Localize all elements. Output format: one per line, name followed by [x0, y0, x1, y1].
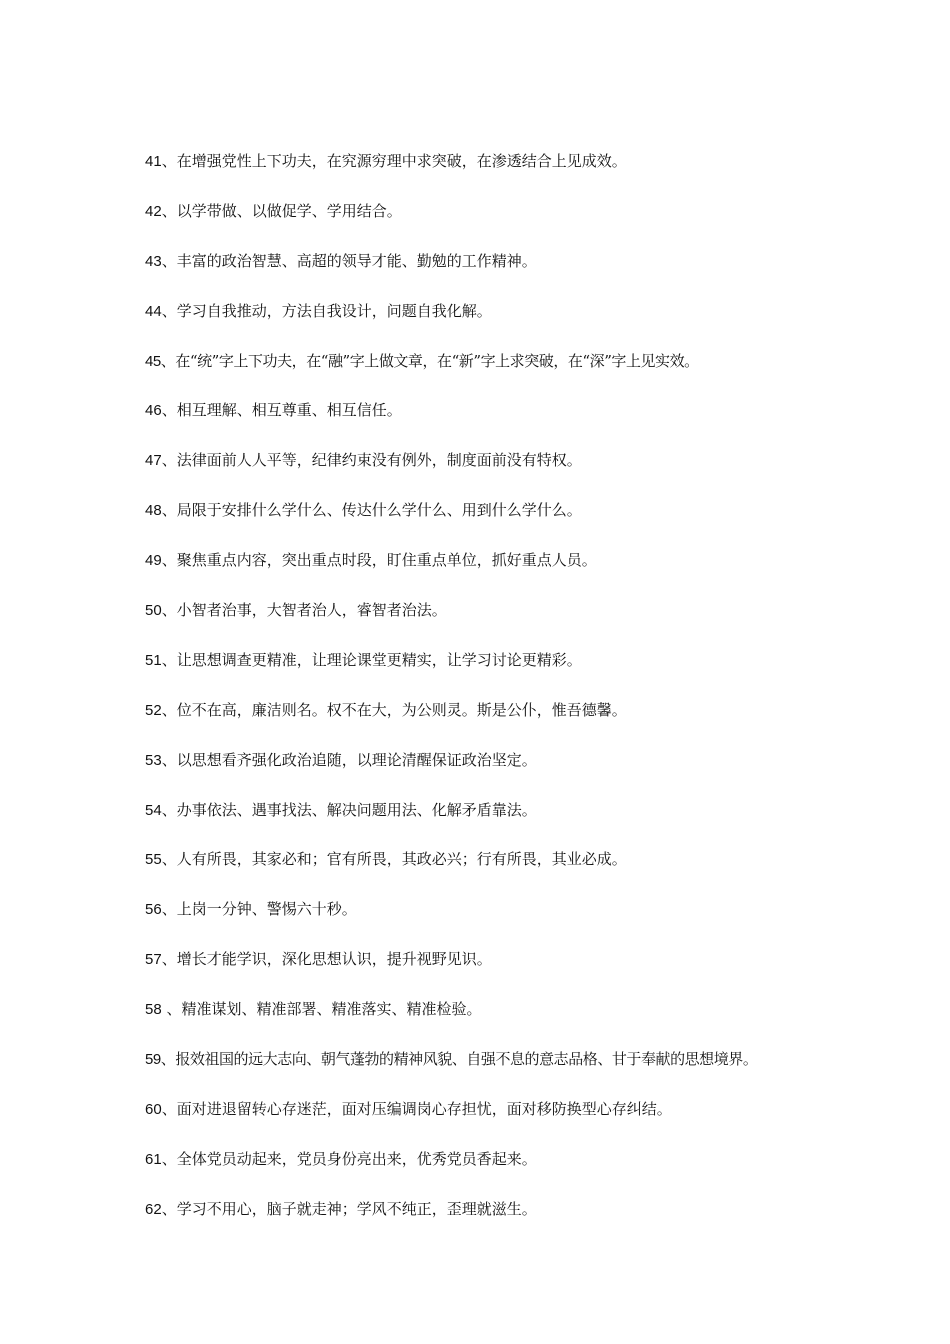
item-number: 44: [145, 302, 162, 320]
item-number: 49: [145, 552, 162, 570]
item-separator: 、: [161, 1199, 177, 1218]
item-number: 48: [145, 502, 162, 520]
item-text: 以学带做、以做促学、学用结合。: [176, 201, 402, 220]
item-number: 61: [145, 1150, 162, 1168]
item-text: 增长才能学识，深化思想认识，提升视野见识。: [176, 950, 492, 969]
item-separator: 、: [161, 900, 177, 919]
item-separator: 、: [161, 601, 177, 620]
item-number: 62: [145, 1200, 162, 1218]
item-number: 41: [145, 153, 162, 170]
item-text: 学习不用心，脑子就走神；学风不纯正，歪理就滋生。: [176, 1199, 537, 1218]
item-text: 上岗一分钟、警惕六十秒。: [176, 900, 357, 919]
item-number: 50: [145, 602, 162, 620]
item-text: 相互理解、相互尊重、相互信任。: [176, 401, 402, 420]
item-number: 53: [145, 751, 162, 769]
item-separator: 、: [161, 501, 177, 520]
item-number: 47: [145, 452, 162, 470]
list-item: [145, 997, 835, 1047]
item-separator: 、: [161, 650, 177, 669]
item-text: 面对进退留转心存迷茫，面对压编调岗心存担忧，面对移防换型心存纠结。: [176, 1099, 672, 1118]
list-item: [145, 698, 835, 748]
item-separator: 、: [160, 351, 176, 370]
item-number: 42: [145, 202, 162, 220]
item-number: 59: [145, 1051, 161, 1069]
list-item: [145, 349, 835, 399]
list-item: [145, 897, 835, 947]
item-number: 52: [145, 701, 162, 719]
item-separator: 、: [161, 750, 177, 769]
item-text: 人有所畏，其家必和；官有所畏，其政必兴；行有所畏，其业必成。: [176, 850, 627, 869]
item-separator: 、: [161, 301, 177, 320]
item-number: 46: [145, 402, 162, 420]
item-text: 以思想看齐强化政治追随，以理论清醒保证政治坚定。: [176, 750, 537, 769]
list-item: [145, 1097, 835, 1147]
item-text: 办事依法、遇事找法、解决问题用法、化解矛盾靠法。: [176, 800, 537, 819]
item-separator: 、: [161, 950, 177, 969]
item-separator: 、: [161, 251, 177, 270]
list-item: [145, 1047, 835, 1097]
item-text: 报效祖国的远大志向、朝气蓬勃的精神风貌、自强不息的意志品格、甘于奉献的思想境界。: [175, 1050, 758, 1069]
item-text: 全体党员动起来，党员身份亮出来，优秀党员香起来。: [176, 1149, 537, 1168]
list-item: [145, 798, 835, 848]
item-number: 57: [145, 951, 162, 969]
item-text: 在增强党性上下功夫，在究源穷理中求突破，在渗透结合上见成效。: [176, 152, 627, 170]
item-text: 丰富的政治智慧、高超的领导才能、勤勉的工作精神。: [176, 251, 537, 270]
list-item: [145, 299, 835, 349]
numbered-list: [145, 149, 835, 1247]
item-text: 精准谋划、精准部署、精准落实、精准检验。: [181, 1000, 482, 1019]
item-separator: 、: [161, 152, 177, 170]
item-separator: 、: [161, 401, 177, 420]
item-separator: 、: [161, 700, 177, 719]
list-item: [145, 598, 835, 648]
item-separator: 、: [161, 1099, 177, 1118]
item-number: 55: [145, 851, 162, 869]
list-item: [145, 847, 835, 897]
list-item: [145, 947, 835, 997]
item-text: 让思想调查更精准，让理论课堂更精实，让学习讨论更精彩。: [176, 650, 582, 669]
list-item: [145, 448, 835, 498]
item-text: 位不在高，廉洁则名。权不在大，为公则灵。斯是公仆，惟吾德馨。: [176, 700, 627, 719]
list-item: [145, 748, 835, 798]
item-separator: 、: [161, 800, 177, 819]
item-separator: 、: [161, 1149, 177, 1168]
list-item: [145, 199, 835, 249]
item-number: 56: [145, 901, 162, 919]
item-separator: 、: [161, 551, 177, 570]
item-text: 聚焦重点内容，突出重点时段，盯住重点单位，抓好重点人员。: [176, 551, 597, 570]
item-text: 小智者治事，大智者治人，睿智者治法。: [176, 601, 447, 620]
item-separator: 、: [161, 201, 177, 220]
item-number: 51: [145, 651, 162, 669]
list-item: [145, 249, 835, 299]
item-text: 在“统”字上下功夫，在“融”字上做文章，在“新”字上求突破，在“深”字上见实效。: [175, 351, 699, 370]
item-separator: 、: [161, 850, 177, 869]
list-item: [145, 498, 835, 548]
list-item: [145, 149, 835, 199]
item-number: 58: [145, 1001, 162, 1019]
list-item: [145, 1147, 835, 1197]
item-number: 45: [145, 352, 161, 370]
list-item: [145, 398, 835, 448]
item-separator: 、: [161, 451, 177, 470]
list-item: [145, 648, 835, 698]
item-text: 法律面前人人平等，纪律约束没有例外，制度面前没有特权。: [176, 451, 582, 470]
item-text: 局限于安排什么学什么、传达什么学什么、用到什么学什么。: [176, 501, 582, 520]
list-item: [145, 548, 835, 598]
item-number: 43: [145, 252, 162, 270]
item-number: 60: [145, 1100, 162, 1118]
item-separator: 、: [160, 1050, 176, 1069]
item-text: 学习自我推动，方法自我设计，问题自我化解。: [176, 301, 492, 320]
list-item: [145, 1197, 835, 1247]
item-number: 54: [145, 801, 162, 819]
item-separator: 、: [161, 1000, 182, 1019]
